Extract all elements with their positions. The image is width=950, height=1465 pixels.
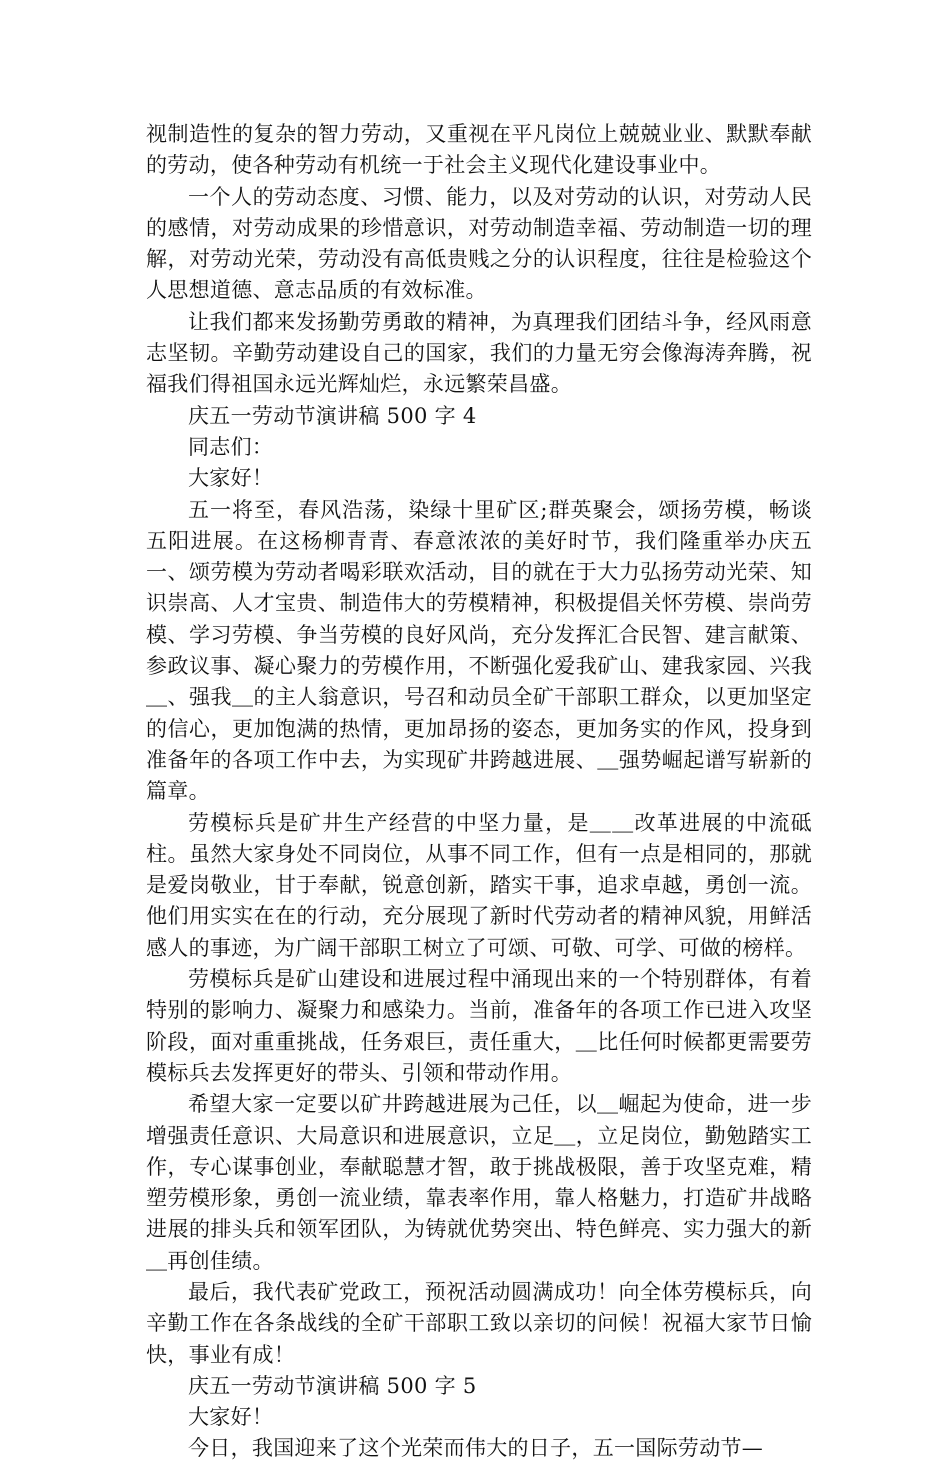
paragraph-model-workers-group: 劳模标兵是矿山建设和进展过程中涌现出来的一个特别群体，有着特别的影响力、凝聚力和感染力。当前，准备年的各项工作已进入攻坚阶段，面对重重挑战，任务艰巨，责任重大，＿比任何时候都更需要劳模标兵去发挥更好的带头、引领和带动作用。 bbox=[146, 967, 812, 1085]
document-body bbox=[146, 119, 812, 1465]
salutation-comrades: 同志们： bbox=[188, 434, 274, 459]
paragraph-labor-attitude: 一个人的劳动态度、习惯、能力，以及对劳动的认识，对劳动人民的感情，对劳动成果的珍惜意识，对劳动制造幸福、劳动制造一切的理解，对劳动光荣，劳动没有高低贵贱之分的认识程度，往往是检验这个人思想道德、意志品质的有效标准。 bbox=[146, 184, 812, 303]
paragraph-may-day-opening: 五一将至，春风浩荡，染绿十里矿区;群英聚会，颂扬劳模，畅谈五阳进展。在这杨柳青青、春意浓浓的美好时节，我们隆重举办庆五一、颂劳模为劳动者喝彩联欢活动，目的就在于大力弘扬劳动光荣、知识崇高、人才宝贵、制造伟大的劳模精神，积极提倡关怀劳模、崇尚劳模、学习劳模、争当劳模的良好风尚，充分发挥汇合民智、建言献策、参政议事、凝心聚力的劳模作用，不断强化爱我矿山、建我家园、兴我＿、强我＿的主人翁意识，号召和动员全矿干部职工群众，以更加坚定的信心，更加饱满的热情，更加昂扬的姿态，更加务实的作风，投身到准备年的各项工作中去，为实现矿井跨越进展、＿强势崛起谱写崭新的篇章。 bbox=[146, 497, 812, 804]
paragraph-model-workers-backbone: 劳模标兵是矿井生产经营的中坚力量，是＿＿改革进展的中流砥柱。虽然大家身处不同岗位，从事不同工作，但有一点是相同的，那就是爱岗敬业，甘于奉献，锐意创新，踏实干事，追求卓越，勇创一流。他们用实实在在的行动，充分展现了新时代劳动者的精神风貌，用鲜活感人的事迹，为广阔干部职工树立了可颂、可敬、可学、可做的榜样。 bbox=[146, 810, 812, 960]
paragraph-finally: 最后，我代表矿党政工，预祝活动圆满成功！向全体劳模标兵，向辛勤工作在各条战线的全矿干部职工致以亲切的问候！祝福大家节日愉快，事业有成！ bbox=[146, 1279, 812, 1367]
paragraph-continuation: 视制造性的复杂的智力劳动，又重视在平凡岗位上兢兢业业、默默奉献的劳动，使各种劳动有机统一于社会主义现代化建设事业中。 bbox=[146, 122, 812, 178]
greeting-hello-2: 大家好！ bbox=[188, 1405, 274, 1430]
paragraph-hope: 希望大家一定要以矿井跨越进展为己任，以＿崛起为使命，进一步增强责任意识、大局意识和进展意识，立足＿，立足岗位，勤勉踏实工作，专心谋事创业，奉献聪慧才智，敢于挑战极限，善于攻坚克难，精塑劳模形象，勇创一流业绩，靠表率作用，靠人格魅力，打造矿井战略进展的排头兵和领军团队，为铸就优势突出、特色鲜亮、实力强大的新＿再创佳绩。 bbox=[146, 1092, 812, 1273]
paragraph-closing-wishes: 让我们都来发扬勤劳勇敢的精神，为真理我们团结斗争，经风雨意志坚韧。辛勤劳动建设自己的国家，我们的力量无穷会像海涛奔腾，祝福我们得祖国永远光辉灿烂，永远繁荣昌盛。 bbox=[146, 309, 812, 397]
greeting-hello: 大家好！ bbox=[188, 466, 274, 491]
speech-heading-4: 庆五一劳动节演讲稿 500 字 4 bbox=[188, 403, 477, 428]
paragraph-today: 今日，我国迎来了这个光荣而伟大的日子，五一国际劳动节— bbox=[188, 1436, 764, 1461]
speech-heading-5: 庆五一劳动节演讲稿 500 字 5 bbox=[188, 1373, 477, 1398]
